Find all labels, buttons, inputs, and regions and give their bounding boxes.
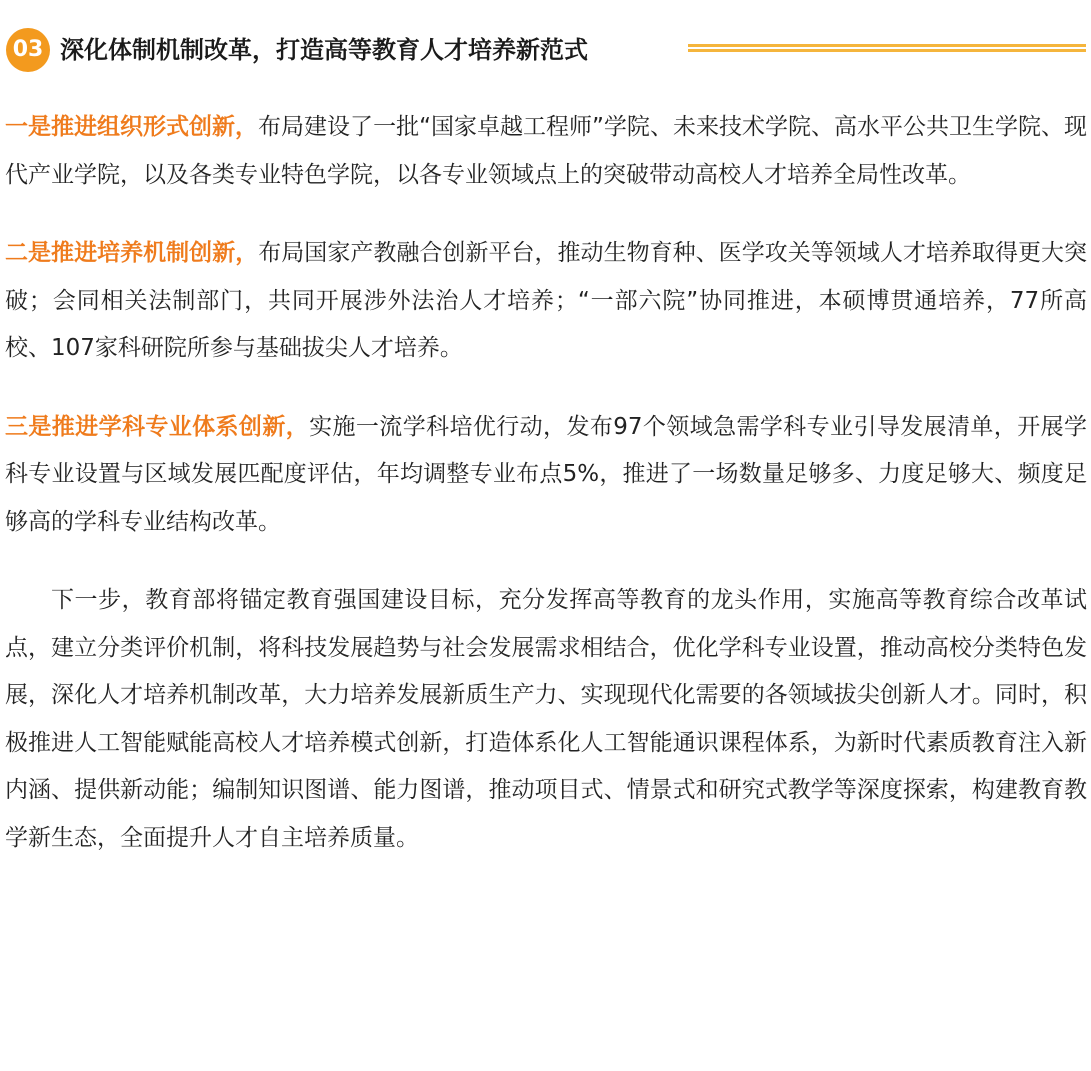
section-title: 深化体制机制改革，打造高等教育人才培养新范式: [60, 36, 588, 64]
article-body: [5, 104, 1087, 893]
paragraph-lead: 三是推进学科专业体系创新，: [5, 413, 310, 440]
paragraph-organization-innovation: [5, 104, 1087, 199]
title-double-rule: [688, 44, 1086, 52]
paragraph-lead: 一是推进组织形式创新，: [5, 114, 259, 140]
paragraph-lead: 二是推进培养机制创新，: [5, 240, 259, 266]
paragraph-training-mechanism-innovation: [5, 230, 1087, 373]
paragraph-next-steps: 下一步，教育部将锚定教育强国建设目标，充分发挥高等教育的龙头作用，实施高等教育综合改革试点，建立分类评价机制，将科技发展趋势与社会发展需求相结合，优化学科专业设置，推动高校分类特色发展，深化人才培养机制改革，大力培养发展新质生产力、实现现代化需要的各领域拔尖创新人才。同时，积极推进人工智能赋能高校人才培养模式创新，打造体系化人工智能通识课程体系，为新时代素质教育注入新内涵、提供新动能；编制知识图谱、能力图谱，推动项目式、情景式和研究式教学等深度探索，构建教育教学新生态，全面提升人才自主培养质量。: [5, 587, 1087, 851]
paragraph-text: 布局建设了一批“国家卓越工程师”学院、未来技术学院、高水平公共卫生学院、现代产业学院，以及各类专业特色学院，以各专业领域点上的突破带动高校人才培养全局性改革。: [5, 114, 1087, 188]
paragraph-text: 实施一流学科培优行动，发布97个领域急需学科专业引导发展清单，开展学科专业设置与区域发展匹配度评估，年均调整专业布点5%，推进了一场数量足够多、力度足够大、频度足够高的学科专业结构改革。: [5, 413, 1087, 535]
section-number-badge: 03: [6, 28, 50, 72]
paragraph-discipline-system-innovation: [5, 404, 1087, 547]
paragraph-text: 布局国家产教融合创新平台，推动生物育种、医学攻关等领域人才培养取得更大突破；会同相关法制部门，共同开展涉外法治人才培养；“一部六院”协同推进，本硕博贯通培养，77所高校、107家科研院所参与基础拔尖人才培养。: [5, 240, 1088, 361]
section-header: [6, 28, 1086, 72]
